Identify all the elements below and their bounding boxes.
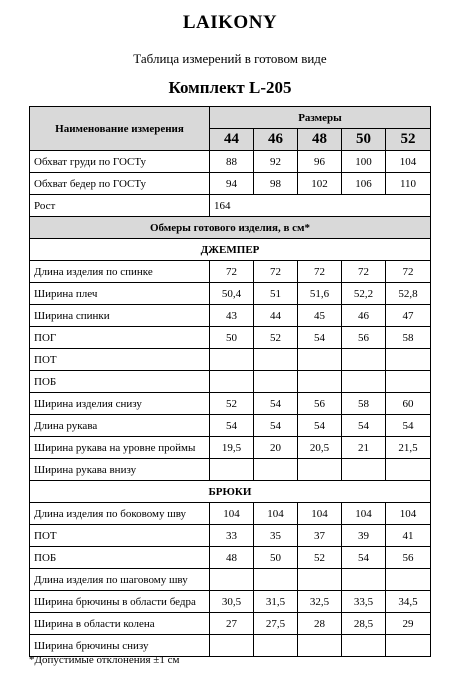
measurement-label: ПОБ bbox=[30, 371, 210, 393]
measurement-label: Ширина в области колена bbox=[30, 613, 210, 635]
measurement-value: 72 bbox=[342, 261, 386, 283]
measurement-value: 28,5 bbox=[342, 613, 386, 635]
table-row bbox=[30, 393, 431, 415]
measurement-value: 21,5 bbox=[386, 437, 431, 459]
measurement-value bbox=[254, 459, 298, 481]
table-row bbox=[30, 591, 431, 613]
size-table bbox=[29, 106, 431, 657]
measurement-value: 96 bbox=[298, 151, 342, 173]
measurement-value bbox=[210, 349, 254, 371]
measurement-value: 21 bbox=[342, 437, 386, 459]
measurement-name-header: Наименование измерения bbox=[30, 107, 210, 151]
sizes-header: Размеры bbox=[210, 107, 431, 129]
measurement-value: 50 bbox=[210, 327, 254, 349]
measurement-value: 20,5 bbox=[298, 437, 342, 459]
table-row bbox=[30, 327, 431, 349]
measurement-value: 52 bbox=[210, 393, 254, 415]
table-row bbox=[30, 437, 431, 459]
measurement-value: 50,4 bbox=[210, 283, 254, 305]
measurement-value: 104 bbox=[254, 503, 298, 525]
measurement-label: ПОГ bbox=[30, 327, 210, 349]
measurement-value: 54 bbox=[342, 415, 386, 437]
measurement-value bbox=[342, 349, 386, 371]
measurement-value: 104 bbox=[210, 503, 254, 525]
measurement-value: 48 bbox=[210, 547, 254, 569]
measurement-value bbox=[386, 459, 431, 481]
measurement-label: Обхват груди по ГОСТу bbox=[30, 151, 210, 173]
height-value: 164 bbox=[210, 195, 431, 217]
size-header-cell: 46 bbox=[254, 129, 298, 151]
measurement-value bbox=[210, 569, 254, 591]
measurement-value: 19,5 bbox=[210, 437, 254, 459]
measurement-label: Длина изделия по спинке bbox=[30, 261, 210, 283]
measurement-value: 72 bbox=[298, 261, 342, 283]
measurement-value: 72 bbox=[210, 261, 254, 283]
measurement-value: 60 bbox=[386, 393, 431, 415]
measurement-value: 51,6 bbox=[298, 283, 342, 305]
measurement-value: 45 bbox=[298, 305, 342, 327]
measurement-value: 27 bbox=[210, 613, 254, 635]
tolerance-footnote: *Допустимые отклонения ±1 см bbox=[29, 654, 180, 666]
measurement-value: 54 bbox=[298, 415, 342, 437]
measurement-value: 52,2 bbox=[342, 283, 386, 305]
table-row bbox=[30, 305, 431, 327]
measurement-value: 33 bbox=[210, 525, 254, 547]
measurement-label: Рост bbox=[30, 195, 210, 217]
measurement-value: 110 bbox=[386, 173, 431, 195]
measurement-value bbox=[386, 635, 431, 657]
measurement-value bbox=[342, 371, 386, 393]
table-row bbox=[30, 173, 431, 195]
measurement-value bbox=[386, 349, 431, 371]
measurement-value bbox=[298, 371, 342, 393]
finished-measurements-header: Обмеры готового изделия, в см* bbox=[30, 217, 431, 239]
document-subtitle: Таблица измерений в готовом виде bbox=[133, 51, 327, 66]
measurement-value bbox=[210, 459, 254, 481]
measurement-value: 58 bbox=[386, 327, 431, 349]
table-row bbox=[30, 569, 431, 591]
measurement-value: 72 bbox=[386, 261, 431, 283]
measurement-label: Ширина изделия снизу bbox=[30, 393, 210, 415]
measurement-value: 54 bbox=[254, 393, 298, 415]
measurement-value: 46 bbox=[342, 305, 386, 327]
measurement-label: Ширина рукава внизу bbox=[30, 459, 210, 481]
measurement-value: 58 bbox=[342, 393, 386, 415]
measurement-value bbox=[210, 635, 254, 657]
measurement-value: 52 bbox=[298, 547, 342, 569]
measurement-label: ПОТ bbox=[30, 349, 210, 371]
table-row bbox=[30, 459, 431, 481]
measurement-value: 47 bbox=[386, 305, 431, 327]
measurement-value: 54 bbox=[342, 547, 386, 569]
measurement-value: 30,5 bbox=[210, 591, 254, 613]
measurement-value: 44 bbox=[254, 305, 298, 327]
measurement-value: 100 bbox=[342, 151, 386, 173]
size-header-cell: 52 bbox=[386, 129, 431, 151]
measurement-value: 104 bbox=[386, 503, 431, 525]
measurement-value: 28 bbox=[298, 613, 342, 635]
size-header-cell: 50 bbox=[342, 129, 386, 151]
measurement-label: ПОТ bbox=[30, 525, 210, 547]
measurement-value bbox=[254, 371, 298, 393]
table-row bbox=[30, 283, 431, 305]
measurement-value bbox=[254, 349, 298, 371]
measurement-value bbox=[298, 635, 342, 657]
size-header-cell: 44 bbox=[210, 129, 254, 151]
measurement-value bbox=[298, 569, 342, 591]
measurement-label: Длина изделия по боковому шву bbox=[30, 503, 210, 525]
measurement-value: 104 bbox=[342, 503, 386, 525]
brand-title: LAIKONY bbox=[182, 12, 278, 33]
measurement-value: 34,5 bbox=[386, 591, 431, 613]
measurement-value: 54 bbox=[254, 415, 298, 437]
measurement-label: Ширина брючины снизу bbox=[30, 635, 210, 657]
product-title: Комплект L-205 bbox=[168, 78, 292, 97]
measurement-value: 56 bbox=[298, 393, 342, 415]
table-row bbox=[30, 525, 431, 547]
section-title-row bbox=[30, 239, 431, 261]
section-title: БРЮКИ bbox=[30, 481, 431, 503]
measurement-value: 27,5 bbox=[254, 613, 298, 635]
size-header-cell: 48 bbox=[298, 129, 342, 151]
measurement-value: 104 bbox=[386, 151, 431, 173]
measurement-value bbox=[210, 371, 254, 393]
table-row bbox=[30, 371, 431, 393]
table-row bbox=[30, 547, 431, 569]
table-row bbox=[30, 415, 431, 437]
measurement-value: 54 bbox=[298, 327, 342, 349]
measurement-label: Ширина брючины в области бедра bbox=[30, 591, 210, 613]
measurement-value: 56 bbox=[342, 327, 386, 349]
height-row bbox=[30, 195, 431, 217]
measurement-value: 43 bbox=[210, 305, 254, 327]
measurement-value bbox=[386, 569, 431, 591]
size-table-body bbox=[30, 107, 431, 657]
table-row bbox=[30, 503, 431, 525]
table-row bbox=[30, 613, 431, 635]
measurement-value bbox=[342, 459, 386, 481]
finished-measurements-header-row bbox=[30, 217, 431, 239]
measurement-value bbox=[342, 569, 386, 591]
measurement-label: Ширина рукава на уровне проймы bbox=[30, 437, 210, 459]
measurement-value: 50 bbox=[254, 547, 298, 569]
measurement-value: 33,5 bbox=[342, 591, 386, 613]
measurement-value: 31,5 bbox=[254, 591, 298, 613]
measurement-value bbox=[254, 569, 298, 591]
measurement-label: Ширина спинки bbox=[30, 305, 210, 327]
measurement-value: 98 bbox=[254, 173, 298, 195]
measurement-value: 94 bbox=[210, 173, 254, 195]
section-title-row bbox=[30, 481, 431, 503]
measurement-value: 39 bbox=[342, 525, 386, 547]
measurement-value: 104 bbox=[298, 503, 342, 525]
measurement-value: 56 bbox=[386, 547, 431, 569]
table-row bbox=[30, 261, 431, 283]
section-title: ДЖЕМПЕР bbox=[30, 239, 431, 261]
measurement-value bbox=[254, 635, 298, 657]
measurement-value: 88 bbox=[210, 151, 254, 173]
measurement-value bbox=[342, 635, 386, 657]
table-row bbox=[30, 349, 431, 371]
measurement-label: Обхват бедер по ГОСТу bbox=[30, 173, 210, 195]
measurement-value: 54 bbox=[210, 415, 254, 437]
measurement-value bbox=[386, 371, 431, 393]
measurement-label: Ширина плеч bbox=[30, 283, 210, 305]
table-row bbox=[30, 151, 431, 173]
measurement-value bbox=[298, 349, 342, 371]
measurement-value: 32,5 bbox=[298, 591, 342, 613]
measurement-value bbox=[298, 459, 342, 481]
measurement-value: 29 bbox=[386, 613, 431, 635]
table-header-row bbox=[30, 107, 431, 129]
measurement-value: 35 bbox=[254, 525, 298, 547]
measurement-label: ПОБ bbox=[30, 547, 210, 569]
measurement-value: 92 bbox=[254, 151, 298, 173]
measurement-value: 37 bbox=[298, 525, 342, 547]
measurement-value: 52,8 bbox=[386, 283, 431, 305]
measurement-value: 102 bbox=[298, 173, 342, 195]
measurement-value: 20 bbox=[254, 437, 298, 459]
measurement-value: 51 bbox=[254, 283, 298, 305]
measurement-label: Длина рукава bbox=[30, 415, 210, 437]
measurement-value: 106 bbox=[342, 173, 386, 195]
measurement-value: 72 bbox=[254, 261, 298, 283]
measurement-label: Длина изделия по шаговому шву bbox=[30, 569, 210, 591]
measurement-value: 54 bbox=[386, 415, 431, 437]
measurement-value: 41 bbox=[386, 525, 431, 547]
measurement-value: 52 bbox=[254, 327, 298, 349]
